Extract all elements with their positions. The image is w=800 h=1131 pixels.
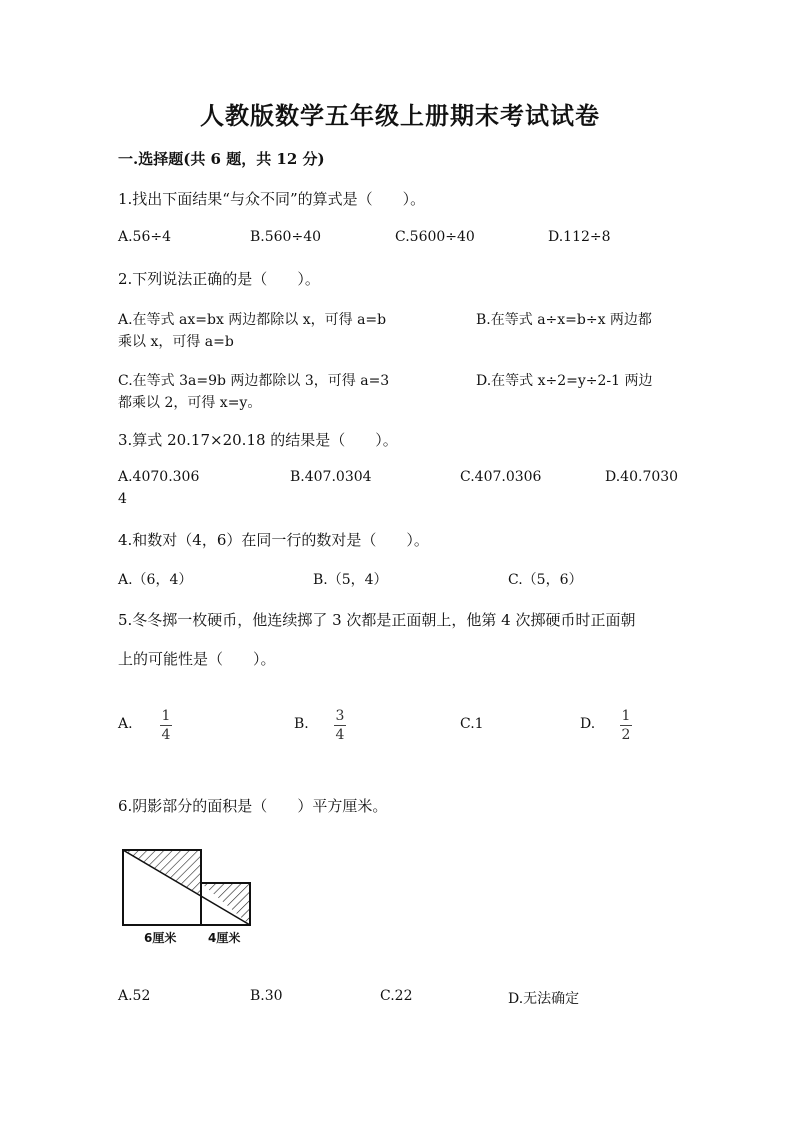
q6-option-b: B.30 xyxy=(250,988,283,1004)
question-2-stem: 2.下列说法正确的是（ ）。 xyxy=(118,270,320,288)
question-3-stem: 3.算式 20.17×20.18 的结果是（ ）。 xyxy=(118,431,398,449)
q2-option-b: B.在等式 a÷x=b÷x 两边都 xyxy=(476,312,652,328)
figure-label-left: 6厘米 xyxy=(144,931,177,945)
question-5-stem: 5.冬冬掷一枚硬币，他连续掷了 3 次都是正面朝上，他第 4 次掷硬币时正面朝 xyxy=(118,611,636,629)
q4-option-b: B.（5，4） xyxy=(313,572,388,588)
q5-option-b-fraction xyxy=(334,708,346,743)
q2-option-d: D.在等式 x÷2=y÷2-1 两边 xyxy=(476,373,653,389)
fraction-bar xyxy=(334,725,346,726)
q3-option-b: B.407.0304 xyxy=(290,469,372,485)
fraction-denominator: 2 xyxy=(621,727,631,743)
fraction-denominator: 4 xyxy=(161,727,171,743)
q3-option-a: A.4070.306 xyxy=(118,469,200,485)
page-title: 人教版数学五年级上册期末考试试卷 xyxy=(200,101,600,130)
q5-option-b-label: B. xyxy=(294,716,309,732)
shaded-region-small xyxy=(201,883,250,925)
question-4-stem: 4.和数对（4，6）在同一行的数对是（ ）。 xyxy=(118,531,429,549)
q5-option-c: C.1 xyxy=(460,716,484,732)
q4-option-c: C.（5，6） xyxy=(508,572,583,588)
q3-option-d: D.40.7030 xyxy=(605,469,679,485)
q5-option-d-label: D. xyxy=(580,716,596,732)
figure-label-right: 4厘米 xyxy=(208,931,241,945)
shaded-area-figure xyxy=(118,845,258,950)
q6-option-a: A.52 xyxy=(118,988,151,1004)
q3-option-d-wrap: 4 xyxy=(118,491,127,507)
q3-option-c: C.407.0306 xyxy=(460,469,542,485)
q1-option-b: B.560÷40 xyxy=(250,229,322,245)
q2-option-c: C.在等式 3a=9b 两边都除以 3，可得 a=3 xyxy=(118,373,390,389)
q2-option-a: A.在等式 ax=bx 两边都除以 x，可得 a=b xyxy=(118,312,387,328)
q5-option-a-label: A. xyxy=(118,716,133,732)
fraction-bar xyxy=(620,725,632,726)
q2-option-c-cont: 都乘以 2，可得 x=y。 xyxy=(118,395,262,411)
question-1-stem: 1.找出下面结果“与众不同”的算式是（ ）。 xyxy=(118,190,426,208)
q5-option-a-fraction xyxy=(160,708,172,743)
q5-option-d-fraction xyxy=(620,708,632,743)
q1-option-a: A.56÷4 xyxy=(118,229,172,245)
q6-option-d: D.无法确定 xyxy=(508,991,580,1007)
fraction-denominator: 4 xyxy=(335,727,345,743)
question-5-stem-cont: 上的可能性是（ ）。 xyxy=(118,650,276,668)
fraction-numerator: 3 xyxy=(335,708,345,724)
fraction-numerator: 1 xyxy=(161,708,171,724)
question-6-stem: 6.阴影部分的面积是（ ）平方厘米。 xyxy=(118,797,388,815)
fraction-numerator: 1 xyxy=(621,708,631,724)
q2-option-a-cont: 乘以 x，可得 a=b xyxy=(118,334,234,350)
fraction-bar xyxy=(160,725,172,726)
q1-option-c: C.5600÷40 xyxy=(395,229,475,245)
section-heading: 一.选择题(共 6 题，共 12 分) xyxy=(118,150,325,168)
q4-option-a: A.（6，4） xyxy=(118,572,193,588)
q1-option-d: D.112÷8 xyxy=(548,229,611,245)
q6-option-c: C.22 xyxy=(380,988,413,1004)
